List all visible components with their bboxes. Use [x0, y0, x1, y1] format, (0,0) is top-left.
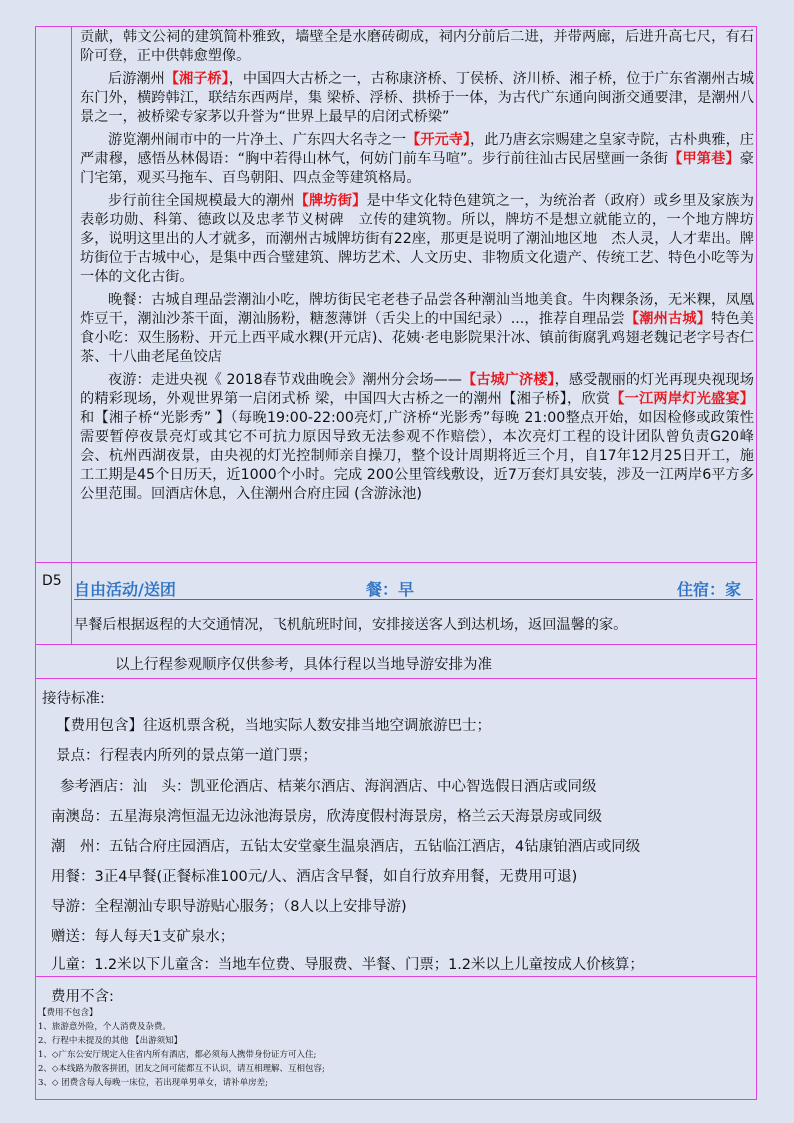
paragraph-text: 贡献，韩文公祠的建筑简朴雅致，墙壁全是水磨砖砌成，祠内分前后二进，并带两廊，后进升高七尺，有石阶可登，正中供韩愈塑像。 [80, 29, 754, 64]
excluded-section [35, 977, 757, 1100]
day4-daycol [36, 27, 72, 562]
day5-daycol [36, 563, 72, 644]
excluded-line: 【费用不包含】 [38, 1008, 98, 1018]
highlight-place-name: 【潮州古城】 [624, 311, 712, 327]
day4-paragraph [80, 70, 754, 127]
day4-paragraph [80, 291, 754, 367]
day5-label: D5 [42, 573, 62, 589]
day4-paragraph [80, 192, 754, 287]
excluded-line: 1、旅游意外险，个人消费及杂费。 [38, 1022, 171, 1032]
notice-row [35, 645, 757, 679]
day5-header [74, 577, 753, 600]
highlight-place-name: 【古城广济楼】 [461, 372, 555, 388]
standards-line: 赠送：每人每天1支矿泉水； [51, 929, 235, 945]
day4-content [80, 28, 754, 508]
standards-line: 南澳岛：五星海泉湾恒温无边泳池海景房，欣涛度假村海景房，格兰云天海景房或同级 [51, 809, 602, 825]
paragraph-text: 是中华文化特色建筑之一，为统治者（政府）或乡里及家族为表彰功勋、科第、德政以及忠孝节义树碑 立传的建筑物。所以，牌坊不是想立就能立的，一个地方牌坊多，说明这里出的人才就多，而潮州古城牌坊街有22座，那更是说明了潮汕地区地 杰人灵，人才辈出。牌坊街位于古城中心，是集中西合璧建筑、牌坊艺术、人文历史、非物质文化遗产、传统工艺、特色小吃等为一体的文化古街。 [80, 193, 754, 285]
paragraph-text: 步行前往全国规模最大的潮州 [108, 193, 295, 209]
standards-line: 参考酒店：汕 头：凯亚伦酒店、桔莱尔酒店、海润酒店、中心智选假日酒店或同级 [60, 779, 597, 795]
standards-heading: 接待标准: [42, 691, 105, 707]
day5-title: 自由活动/送团 [74, 580, 176, 599]
day5-block [35, 563, 757, 645]
paragraph-text: 和【湘子桥“光影秀” 】（每晚19:00-22:00亮灯,广济桥“光影秀”每晚 21:00整点开始，如因检修或政策性需要暂停夜景亮灯或其它不可抗力原因导致无法参观不作赔偿），本次亮灯工程的设计团队曾负责G20峰会、杭州西湖夜景，由央视的灯光控制师亲自操刀，整个设计周期将近三个月，自17年12月25日开工，施工工期是45个日历天，近1000个小时。完成 200公里管线敷设，近7万套灯具安装，涉及一江两岸6平方多公里范围。回酒店休息，入住潮州合府庄园 (含游泳池) [80, 410, 754, 502]
paragraph-text: 游览潮州闹市中的一片净土、广东四大名寺之一 [108, 132, 407, 148]
day4-paragraph [80, 28, 754, 66]
paragraph-text: 晚餐：古城自理品尝潮汕小吃，牌坊街民宅老巷子品尝各种潮汕当地美食。牛肉粿条汤，无米粿，凤凰炸豆干，潮汕沙茶干面，潮汕肠粉，糖葱薄饼（舌尖上的中国纪录）...，推荐自理品尝 [80, 292, 754, 327]
standards-line: 用餐：3正4早餐(正餐标准100元/人、酒店含早餐，如自行放弃用餐，无费用可退) [51, 869, 578, 885]
highlight-place-name: 【开元寺】 [406, 132, 471, 148]
standards-line: 导游：全程潮汕专职导游贴心服务；（8人以上安排导游) [51, 899, 407, 915]
excluded-heading: 费用不含: [51, 989, 114, 1005]
highlight-place-name: 【一江两岸灯光盛宴】 [610, 391, 754, 407]
paragraph-text: 后游潮州 [108, 71, 165, 87]
standards-line: 【费用包含】往返机票含税，当地实际人数安排当地空调旅游巴士； [56, 718, 491, 734]
day4-block [35, 26, 757, 563]
highlight-place-name: 【甲第巷】 [668, 151, 740, 167]
highlight-place-name: 【湘子桥】 [164, 71, 229, 87]
standards-line: 景点：行程表内所列的景点第一道门票； [56, 748, 317, 764]
day5-hotel: 住宿：家 [676, 580, 741, 599]
standards-section [35, 679, 757, 977]
day5-content: 早餐后根据返程的大交通情况，飞机航班时间，安排接送客人到达机场，返回温馨的家。 [74, 617, 628, 633]
paragraph-text: ，感受靓丽的灯光再现央视现场的精彩现场，外观世界第一启闭式桥 梁，中国四大古桥之一的潮州【湘子桥】，欣赏 [80, 372, 754, 407]
excluded-line: 3、◇ 团费含每人每晚一床位，若出现单男单女，请补单房差; [38, 1078, 269, 1088]
standards-line: 儿童：1.2米以下儿童含：当地车位费、导服费、半餐、门票；1.2米以上儿童按成人价核算； [51, 957, 644, 973]
standards-line: 潮 州：五钻合府庄园酒店，五钻太安堂豪生温泉酒店，五钻临江酒店，4钻康铂酒店或同级 [51, 839, 641, 855]
excluded-line: 2、◇本线路为散客拼团，团友之间可能都互不认识，请互相理解、互相包容; [38, 1064, 325, 1074]
paragraph-text: 夜游：走进央视《 2018春节戏曲晚会》潮州分会场—— [108, 372, 462, 388]
day4-paragraph [80, 371, 754, 504]
itinerary-page [35, 26, 757, 1100]
day4-paragraph [80, 131, 754, 188]
excluded-line: 2、行程中未提及的其他 【出游须知】 [38, 1036, 183, 1046]
paragraph-text: ，中国四大古桥之一，古称康济桥、丁侯桥、济川桥、湘子桥，位于广东省潮州古城东门外，横跨韩江，联结东西两岸，集 梁桥、浮桥、拱桥于一体，为古代广东通向闽浙交通要津，是潮州八景之一，被桥梁专家茅以升誉为“世界上最早的启闭式桥梁” [80, 71, 754, 125]
day5-meals: 餐：早 [366, 580, 415, 599]
paragraph-text: 特色美食小吃：双生肠粉、开元上西平咸水粿(开元店)、花姨·老电影院果汁冰、镇前街腐乳鸡翅老魏记老字号杏仁茶、十八曲老尾鱼饺店 [80, 311, 754, 365]
highlight-place-name: 【牌坊街】 [294, 193, 367, 209]
notice-text: 以上行程参观顺序仅供参考，具体行程以当地导游安排为准 [115, 657, 492, 673]
paragraph-text: ，此乃唐玄宗赐建之皇家寺院，古朴典雅，庄严肃穆，感悟丛林偈语：“胸中若得山林气，何妨门前车马喧”。步行前往汕古民居壁画一条街 [80, 132, 754, 167]
excluded-line: 1、◇广东公安厅规定入住省内所有酒店，都必须每人携带身份证方可入住; [38, 1050, 317, 1060]
paragraph-text: 豪门宅第，观买马拖车、百鸟朝阳、四点金等建筑格局。 [80, 151, 754, 186]
